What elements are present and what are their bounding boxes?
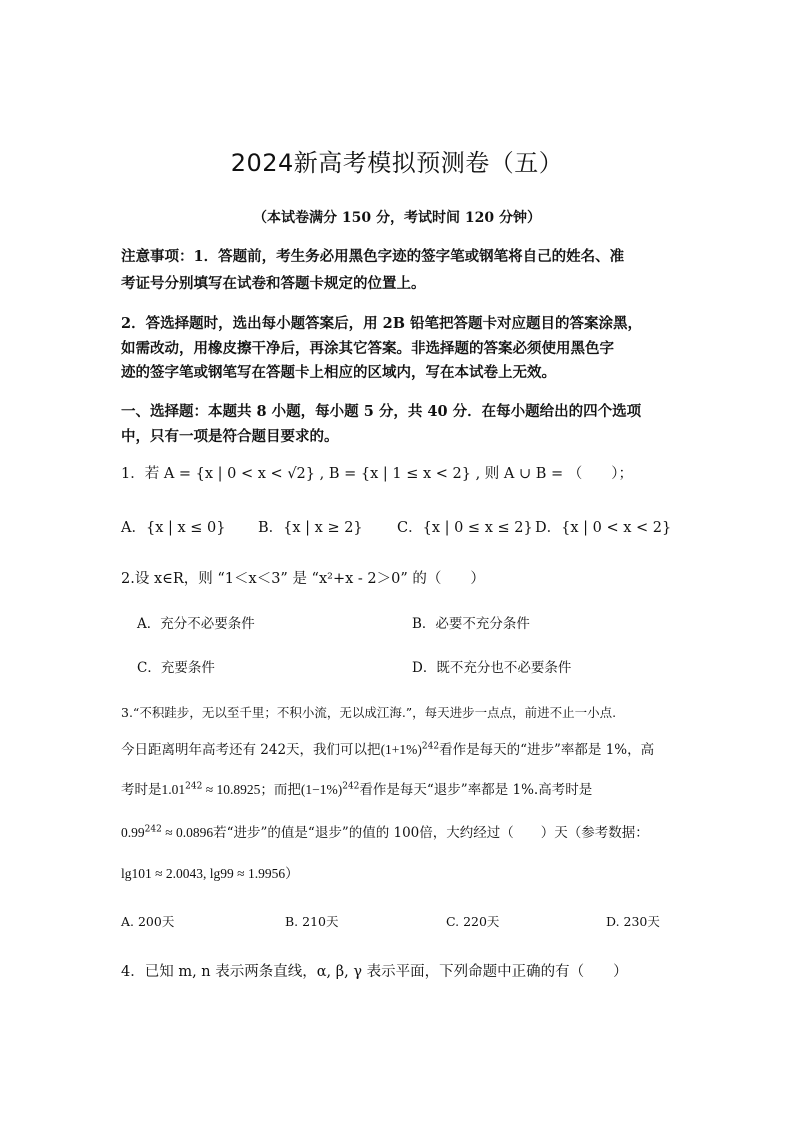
question-1-option-b: B．{x | x ≥ 2}	[258, 520, 363, 536]
notice-line-5: 迹的签字笔或钢笔写在答题卡上相应的区域内，写在本试卷上无效。	[121, 364, 556, 381]
notice-line-3: 2．答选择题时，选出每小题答案后，用 2B 铅笔把答题卡对应题目的答案涂黑，	[121, 315, 643, 332]
question-3-option-b: B. 210天	[285, 914, 339, 929]
question-3-line-1: 3.“不积跬步，无以至千里；不积小流，无以成江海.”，每天进步一点点，前进不止一小点.	[121, 705, 617, 720]
notice-line-1: 注意事项：1．答题前，考生务必用黑色字迹的签字笔或钢笔将自己的姓名、准	[121, 248, 625, 265]
section-heading-2: 中，只有一项是符合题目要求的。	[121, 428, 339, 445]
question-3-line-2: 今日距离明年高考还有 242天，我们可以把$(1+1\%)^{242}$看作是每天的“进步”率都是 1%，高	[121, 741, 655, 758]
question-1-stem: 1．若 A = {x | 0 < x < √2} , B = {x | 1 ≤ x < 2} , 则 A ∪ B = （ ）；	[121, 466, 634, 482]
question-4-stem: 4．已知 m, n 表示两条直线，α, β, γ 表示平面，下列命题中正确的有（ ）	[121, 964, 628, 980]
question-3-line-4: $0.99^{242} \approx 0.0896$若“进步”的值是“退步”的值的 100倍，大约经过（ ）天（参考数据：	[121, 824, 649, 841]
question-1-option-c: C．{x | 0 ≤ x ≤ 2}	[397, 520, 533, 536]
question-3-option-a: A. 200天	[121, 914, 175, 929]
question-3-line-5: lg101 ≈ 2.0043, lg99 ≈ 1.9956）	[121, 866, 299, 881]
notice-line-2: 考证号分别填写在试卷和答题卡规定的位置上。	[121, 275, 426, 292]
question-2-option-d: D．既不充分也不必要条件	[412, 660, 572, 676]
question-3-line-3: 考时是$1.01^{242} \approx 10.8925$；而把$(1-1\%)^{242}$看作是每天“退步”率都是 1%.高考时是	[121, 781, 593, 798]
question-2-option-c: C．充要条件	[137, 660, 215, 676]
question-3-option-c: C. 220天	[446, 914, 500, 929]
question-2-option-b: B．必要不充分条件	[412, 616, 530, 632]
question-2-stem: 2.设 x∈R，则 “1＜x＜3” 是 “x²+x - 2＞0” 的（ ）	[121, 571, 485, 587]
question-2-option-a: A．充分不必要条件	[137, 616, 255, 632]
question-3-option-d: D. 230天	[606, 914, 660, 929]
page-title: 2024新高考模拟预测卷（五）	[230, 149, 564, 177]
notice-line-4: 如需改动，用橡皮擦干净后，再涂其它答案。非选择题的答案必须使用黑色字	[121, 340, 614, 357]
question-1-option-a: A．{x | x ≤ 0}	[121, 520, 226, 536]
question-1-option-d: D．{x | 0 < x < 2}	[535, 520, 672, 536]
exam-info: （本试卷满分 150 分，考试时间 120 分钟）	[253, 210, 541, 226]
section-heading-1: 一、选择题：本题共 8 小题，每小题 5 分，共 40 分．在每小题给出的四个选项	[121, 403, 642, 420]
